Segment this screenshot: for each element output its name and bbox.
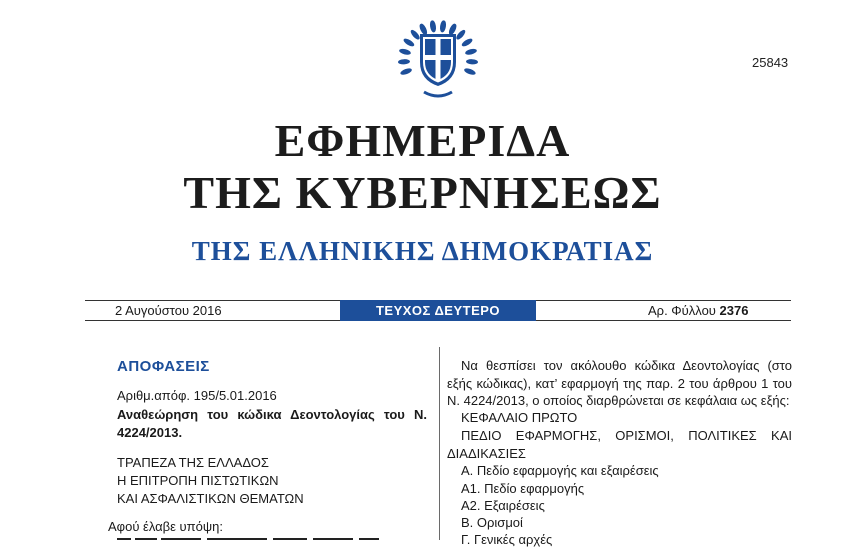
issuer-line: ΚΑΙ ΑΣΦΑΛΙΣΤΙΚΩΝ ΘΕΜΑΤΩΝ — [117, 491, 304, 506]
toc-item: Α. Πεδίο εφαρμογής και εξαιρέσεις — [461, 463, 659, 478]
column-divider — [439, 347, 440, 540]
issue-series: ΤΕΥΧΟΣ ΔΕΥΤΕΡΟ — [375, 303, 501, 318]
toc-item: Γ. Γενικές αρχές — [461, 532, 553, 547]
chapter-subject: ΠΕΔΙΟ ΕΦΑΡΜΟΓΗΣ, ΟΡΙΣΜΟΙ, ΠΟΛΙΤΙΚΕΣ ΚΑΙ ΔΙΑΔΙΚΑΣΙΕΣ — [447, 428, 792, 461]
laurel-leaf — [402, 37, 415, 48]
laurel-leaf — [398, 59, 410, 65]
laurel-leaf — [400, 67, 413, 76]
chapter-title: ΚΕΦΑΛΑΙΟ ΠΡΩΤΟ — [461, 410, 578, 425]
laurel-leaf — [455, 29, 467, 41]
issuer-line: ΤΡΑΠΕΖΑ ΤΗΣ ΕΛΛΑΔΟΣ — [117, 455, 269, 470]
toc-item: Α2. Εξαιρέσεις — [461, 498, 545, 513]
decision-title: Αναθεώρηση του κώδικα Δεοντολογίας του Ν. 4224/2013. — [117, 407, 427, 440]
gazette-title-line-2: ΤΗΣ ΚΥΒΕΡΝΗΣΕΩΣ — [183, 167, 662, 218]
cut-off-text-line — [117, 536, 387, 540]
greek-coat-of-arms-icon — [398, 14, 478, 104]
intro-paragraph: Να θεσπίσει τον ακόλουθο κώδικα Δεοντολογίας (στο εξής κώδικας), κατ’ εφαρμογή της παρ. 2 του άρθρου 1 του Ν. 4224/2013, ο οποίος διαρθρώνεται σε κεφάλαια ως εξής: — [447, 358, 792, 408]
gazette-title-line-1: ΕΦΗΜΕΡΙΔΑ — [274, 115, 571, 166]
gazette-subtitle: ΤΗΣ ΕΛΛΗΝΙΚΗΣ ΔΗΜΟΚΡΑΤΙΑΣ — [191, 236, 654, 266]
considering-heading: Αφού έλαβε υπόψη: — [108, 519, 223, 534]
laurel-leaf — [409, 29, 421, 41]
toc-item: Β. Ορισμοί — [461, 515, 523, 530]
page-number: 25843 — [752, 55, 789, 70]
laurel-leaf — [466, 59, 478, 65]
toc-item: Α1. Πεδίο εφαρμογής — [461, 481, 585, 496]
issue-sheet-label: Αρ. Φύλλου — [648, 303, 716, 318]
issuer-line: Η ΕΠΙΤΡΟΠΗ ΠΙΣΤΩΤΙΚΩΝ — [117, 473, 279, 488]
section-heading: ΑΠΟΦΑΣΕΙΣ — [117, 358, 210, 375]
decision-number: Αριθμ.απόφ. 195/5.01.2016 — [117, 388, 277, 403]
issue-sheet-value: 2376 — [719, 303, 749, 318]
laurel-leaf — [465, 48, 478, 56]
issue-date: 2 Αυγούστου 2016 — [115, 303, 222, 318]
issue-sheet-number — [648, 303, 748, 318]
laurel-leaf — [399, 48, 412, 56]
laurel-leaf — [463, 67, 476, 76]
laurel-leaf — [461, 37, 474, 48]
